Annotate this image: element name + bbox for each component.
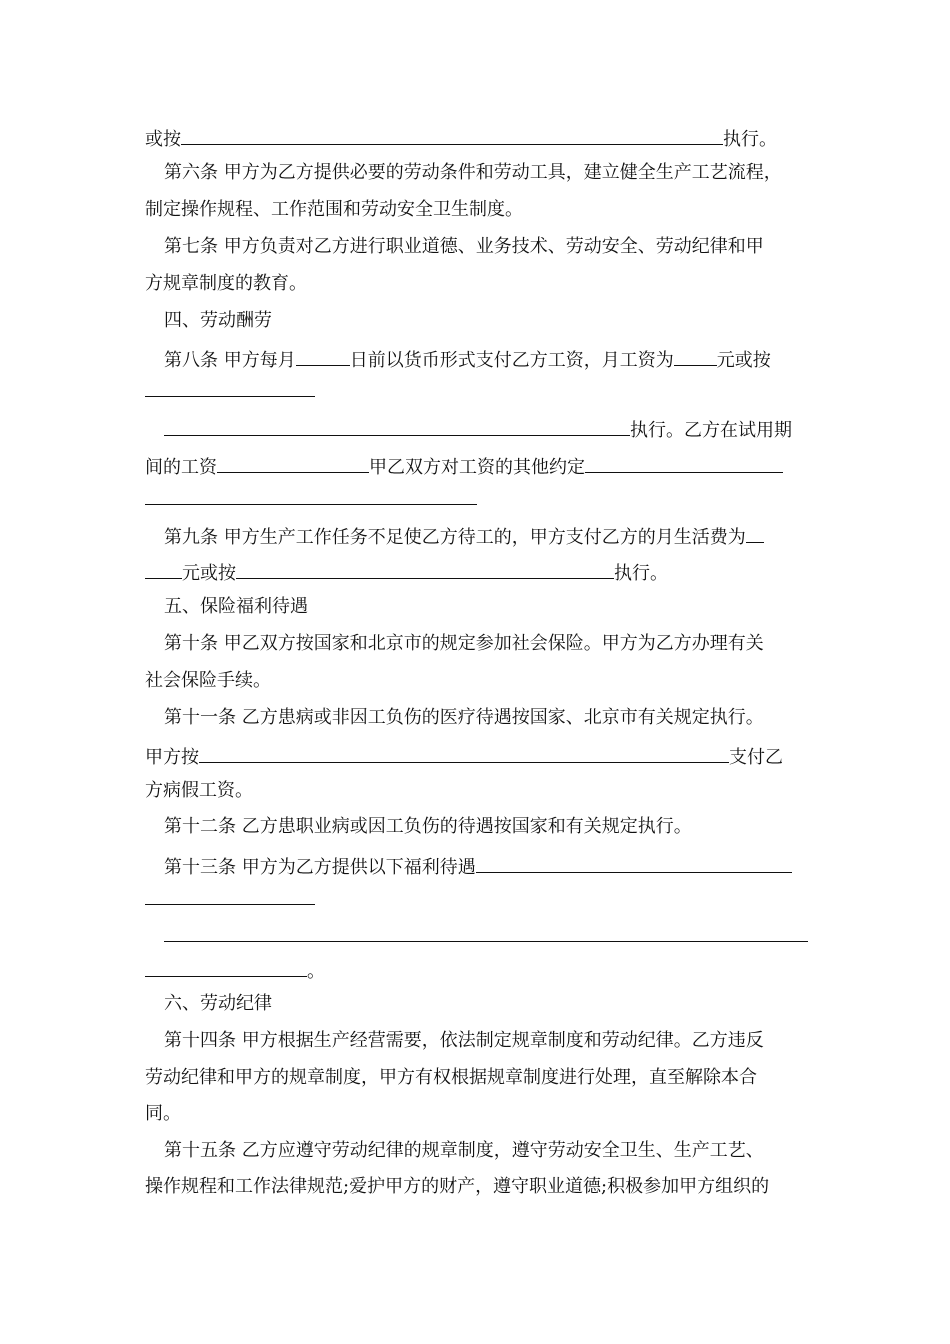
article-13-line-1 [164,852,792,880]
article-8-line-1 [164,345,771,373]
section-heading-5: 五、保险福利待遇 [164,596,308,617]
article-8-line-3 [164,415,792,443]
blank-line [145,884,315,912]
fill-in-blank[interactable] [145,884,315,905]
fill-in-blank[interactable] [199,742,729,763]
fill-in-blank[interactable] [145,956,307,977]
article-9-line-2 [145,558,668,586]
text: 间的工资 [145,457,217,478]
article-10-line-2: 社会保险手续。 [145,670,271,691]
fill-in-blank[interactable] [674,345,717,366]
article-10-line-1: 第十条 甲乙双方按国家和北京市的规定参加社会保险。甲方为乙方办理有关 [164,633,764,654]
article-7-line-2: 方规章制度的教育。 [145,273,307,294]
article-14-line-2: 劳动纪律和甲方的规章制度，甲方有权根据规章制度进行处理，直至解除本合 [145,1067,757,1088]
article-13-line-4 [145,956,325,984]
article-6-line-2: 制定操作规程、工作范围和劳动安全卫生制度。 [145,199,523,220]
section-heading-4: 四、劳动酬劳 [164,310,272,331]
article-14-line-3: 同。 [145,1103,181,1124]
text: 第八条 甲方每月 [164,350,296,371]
fill-in-blank[interactable] [746,522,764,543]
fill-in-blank[interactable] [296,345,350,366]
blank-line [145,376,315,404]
fill-in-blank[interactable] [585,452,783,473]
fill-in-blank[interactable] [476,852,792,873]
fill-in-blank[interactable] [217,452,369,473]
text: 。 [307,961,325,982]
text: 支付乙 [729,747,783,768]
text: 执行。乙方在试用期 [630,420,792,441]
fill-in-blank[interactable] [236,558,614,579]
text: 第九条 甲方生产工作任务不足使乙方待工的，甲方支付乙方的月生活费为 [164,527,746,548]
article-8-line-4 [145,452,783,480]
fill-in-blank[interactable] [145,376,315,397]
article-9-line-1 [164,522,764,550]
article-11-line-3: 方病假工资。 [145,780,253,801]
paragraph-line [145,124,777,152]
article-15-line-2: 操作规程和工作法律规范;爱护甲方的财产，遵守职业道德;积极参加甲方组织的 [145,1176,770,1197]
section-heading-6: 六、劳动纪律 [164,993,272,1014]
article-7-line-1: 第七条 甲方负责对乙方进行职业道德、业务技术、劳动安全、劳动纪律和甲 [164,236,764,257]
fill-in-blank[interactable] [164,921,808,942]
fill-in-blank[interactable] [145,558,182,579]
text: 元或按 [182,563,236,584]
text: 执行。 [614,563,668,584]
article-15-line-1: 第十五条 乙方应遵守劳动纪律的规章制度，遵守劳动安全卫生、生产工艺、 [164,1140,764,1161]
text: 元或按 [716,350,771,371]
article-12-line-1: 第十二条 乙方患职业病或因工负伤的待遇按国家和有关规定执行。 [164,816,692,837]
fill-in-blank[interactable] [164,415,630,436]
text: 甲方按 [145,747,199,768]
fill-in-blank[interactable] [145,484,477,505]
text: 第十三条 甲方为乙方提供以下福利待遇 [164,857,476,878]
article-6-line-1: 第六条 甲方为乙方提供必要的劳动条件和劳动工具，建立健全生产工艺流程， [164,162,782,183]
article-11-line-1: 第十一条 乙方患病或非因工负伤的医疗待遇按国家、北京市有关规定执行。 [164,707,764,728]
blank-line [164,921,808,949]
text: 或按 [145,129,181,150]
text: 甲乙双方对工资的其他约定 [369,457,585,478]
article-11-line-2 [145,742,783,770]
text: 日前以货币形式支付乙方工资，月工资为 [349,350,674,371]
text: 执行。 [723,129,777,150]
blank-line [145,484,477,512]
fill-in-blank[interactable] [181,124,723,145]
article-14-line-1: 第十四条 甲方根据生产经营需要，依法制定规章制度和劳动纪律。乙方违反 [164,1030,764,1051]
